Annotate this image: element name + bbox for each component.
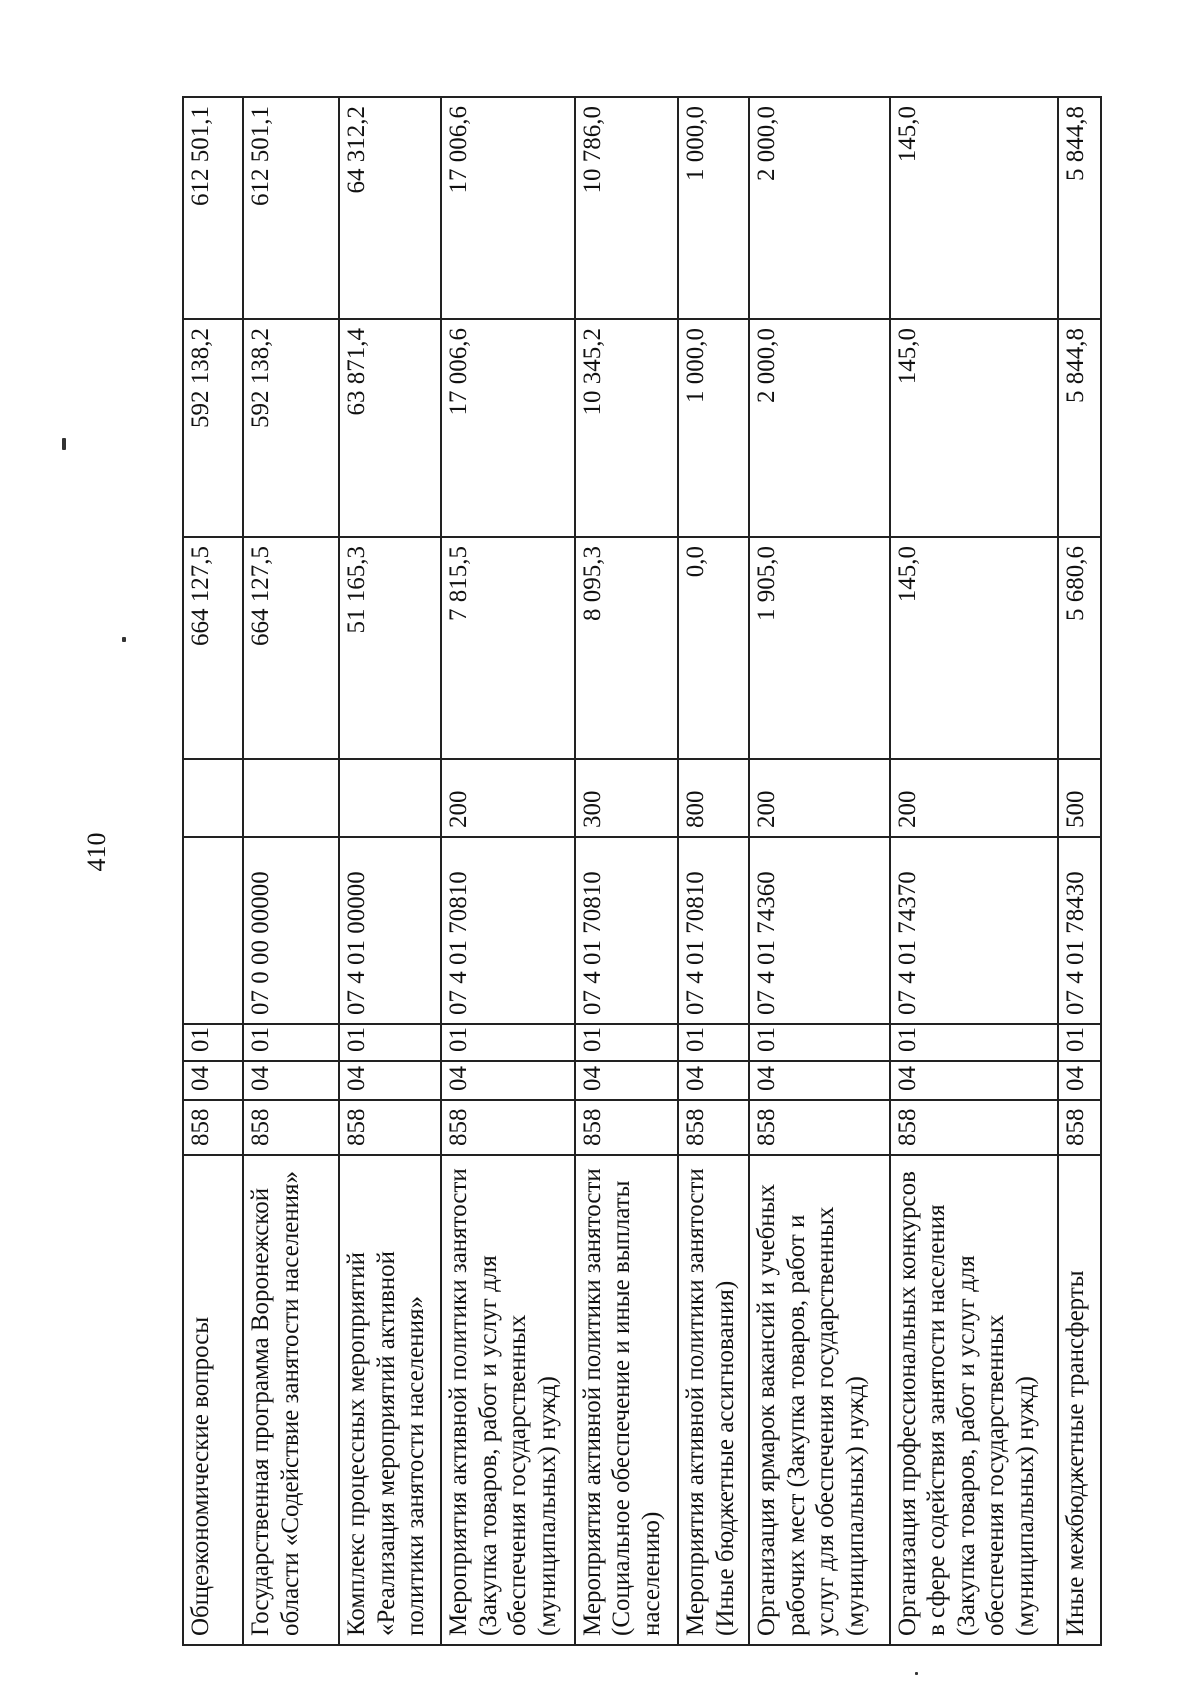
row-name: Мероприятия активной политики занятости (Социальное обеспечение и иные выплаты населению) — [575, 1155, 678, 1645]
cell-amount-year2: 1 000,0 — [678, 319, 749, 537]
cell-section: 04 — [183, 1061, 243, 1100]
cell-target-article: 07 4 01 70810 — [441, 837, 575, 1024]
cell-amount-year1: 145,0 — [890, 537, 1058, 759]
cell-amount-year3: 10 786,0 — [575, 97, 678, 319]
cell-grbs: 858 — [749, 1100, 889, 1155]
cell-expense-type: 200 — [749, 759, 889, 837]
cell-amount-year1: 5 680,6 — [1058, 537, 1101, 759]
cell-amount-year2: 592 138,2 — [243, 319, 339, 537]
table-row — [441, 97, 575, 1645]
cell-amount-year1: 664 127,5 — [183, 537, 243, 759]
table-row — [1058, 97, 1101, 1645]
cell-grbs: 858 — [890, 1100, 1058, 1155]
row-name: Мероприятия активной политики занятости (Закупка товаров, работ и услуг для обеспечения государственных (муниципальных) нужд) — [441, 1155, 575, 1645]
cell-amount-year2: 145,0 — [890, 319, 1058, 537]
cell-subsection: 01 — [749, 1024, 889, 1061]
budget-table — [182, 96, 1102, 1646]
cell-section: 04 — [441, 1061, 575, 1100]
cell-expense-type: 500 — [1058, 759, 1101, 837]
cell-grbs: 858 — [678, 1100, 749, 1155]
cell-amount-year1: 664 127,5 — [243, 537, 339, 759]
cell-expense-type: 200 — [441, 759, 575, 837]
cell-amount-year2: 5 844,8 — [1058, 319, 1101, 537]
cell-target-article: 07 4 01 74370 — [890, 837, 1058, 1024]
cell-target-article: 07 4 01 70810 — [678, 837, 749, 1024]
cell-expense-type: 200 — [890, 759, 1058, 837]
cell-amount-year2: 63 871,4 — [339, 319, 441, 537]
cell-amount-year2: 592 138,2 — [183, 319, 243, 537]
cell-subsection: 01 — [1058, 1024, 1101, 1061]
cell-grbs: 858 — [183, 1100, 243, 1155]
cell-amount-year3: 64 312,2 — [339, 97, 441, 319]
cell-subsection: 01 — [575, 1024, 678, 1061]
budget-table-rotated — [182, 98, 1102, 1646]
cell-amount-year3: 2 000,0 — [749, 97, 889, 319]
cell-section: 04 — [339, 1061, 441, 1100]
cell-target-article: 07 4 01 70810 — [575, 837, 678, 1024]
cell-amount-year3: 612 501,1 — [183, 97, 243, 319]
cell-amount-year3: 5 844,8 — [1058, 97, 1101, 319]
cell-amount-year1: 8 095,3 — [575, 537, 678, 759]
cell-section: 04 — [890, 1061, 1058, 1100]
table-row — [678, 97, 749, 1645]
cell-grbs: 858 — [575, 1100, 678, 1155]
cell-target-article: 07 0 00 00000 — [243, 837, 339, 1024]
table-row — [575, 97, 678, 1645]
scan-speck — [122, 637, 126, 642]
table-row — [183, 97, 243, 1645]
cell-amount-year1: 51 165,3 — [339, 537, 441, 759]
cell-subsection: 01 — [678, 1024, 749, 1061]
cell-amount-year2: 2 000,0 — [749, 319, 889, 537]
cell-subsection: 01 — [183, 1024, 243, 1061]
cell-section: 04 — [1058, 1061, 1101, 1100]
cell-section: 04 — [243, 1061, 339, 1100]
table-row — [890, 97, 1058, 1645]
cell-expense-type — [183, 759, 243, 837]
cell-amount-year2: 17 006,6 — [441, 319, 575, 537]
cell-target-article: 07 4 01 78430 — [1058, 837, 1101, 1024]
cell-amount-year3: 17 006,6 — [441, 97, 575, 319]
cell-target-article: 07 4 01 00000 — [339, 837, 441, 1024]
page-number: 410 — [82, 832, 111, 872]
cell-grbs: 858 — [339, 1100, 441, 1155]
scan-speck — [915, 1672, 918, 1675]
cell-expense-type — [339, 759, 441, 837]
row-name: Иные межбюджетные трансферты — [1058, 1155, 1101, 1645]
row-name: Мероприятия активной политики занятости (Иные бюджетные ассигнования) — [678, 1155, 749, 1645]
row-name: Организация профессиональных конкурсов в сфере содействия занятости населения (Закупка товаров, работ и услуг для обеспечения государственных (муниципальных) нужд) — [890, 1155, 1058, 1645]
scan-speck — [62, 438, 66, 450]
row-name: Комплекс процессных мероприятий «Реализация мероприятий активной политики занятости населения» — [339, 1155, 441, 1645]
cell-amount-year1: 7 815,5 — [441, 537, 575, 759]
row-name: Организация ярмарок вакансий и учебных рабочих мест (Закупка товаров, работ и услуг для обеспечения государственных (муниципальных) нужд) — [749, 1155, 889, 1645]
cell-amount-year3: 145,0 — [890, 97, 1058, 319]
cell-amount-year3: 1 000,0 — [678, 97, 749, 319]
cell-expense-type: 300 — [575, 759, 678, 837]
cell-section: 04 — [749, 1061, 889, 1100]
cell-grbs: 858 — [243, 1100, 339, 1155]
cell-target-article — [183, 837, 243, 1024]
cell-expense-type: 800 — [678, 759, 749, 837]
cell-subsection: 01 — [890, 1024, 1058, 1061]
cell-section: 04 — [678, 1061, 749, 1100]
table-row — [749, 97, 889, 1645]
cell-expense-type — [243, 759, 339, 837]
row-name: Общеэкономические вопросы — [183, 1155, 243, 1645]
cell-grbs: 858 — [441, 1100, 575, 1155]
cell-amount-year2: 10 345,2 — [575, 319, 678, 537]
cell-subsection: 01 — [441, 1024, 575, 1061]
cell-amount-year1: 0,0 — [678, 537, 749, 759]
table-row — [243, 97, 339, 1645]
row-name: Государственная программа Воронежской области «Содействие занятости населения» — [243, 1155, 339, 1645]
cell-subsection: 01 — [243, 1024, 339, 1061]
cell-amount-year3: 612 501,1 — [243, 97, 339, 319]
cell-subsection: 01 — [339, 1024, 441, 1061]
cell-section: 04 — [575, 1061, 678, 1100]
cell-amount-year1: 1 905,0 — [749, 537, 889, 759]
cell-target-article: 07 4 01 74360 — [749, 837, 889, 1024]
table-row — [339, 97, 441, 1645]
cell-grbs: 858 — [1058, 1100, 1101, 1155]
